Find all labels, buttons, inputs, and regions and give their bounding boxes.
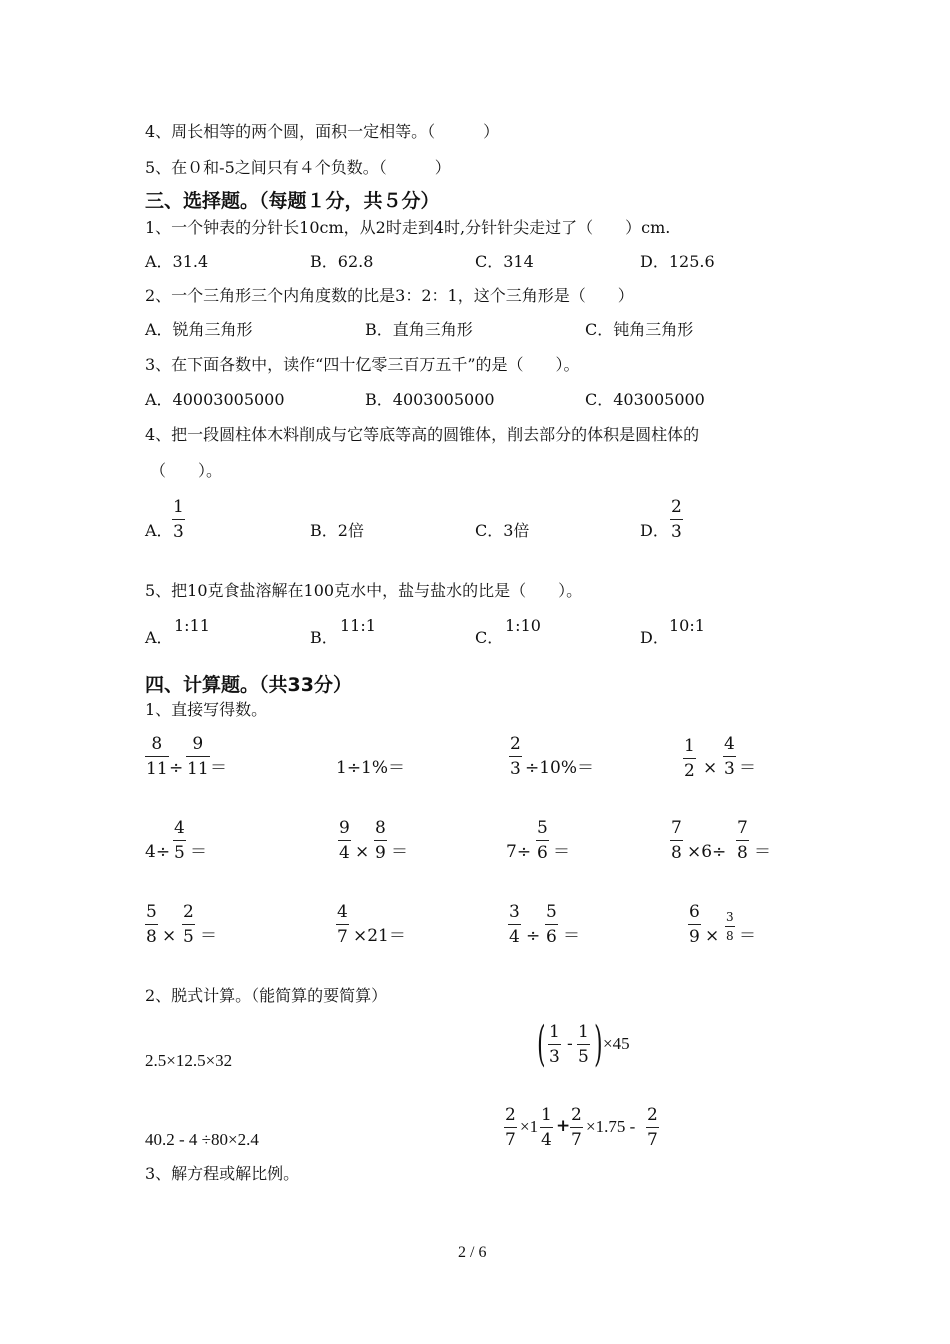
fraction-denominator: 7 (504, 1127, 517, 1150)
choice-q4-option-c: C．3倍 (475, 521, 530, 540)
operator: × (162, 926, 177, 946)
fraction (508, 902, 521, 947)
choice-q2-option-b: B．直角三角形 (365, 320, 473, 339)
fraction-numerator: 3 (509, 902, 520, 922)
fraction-numerator: 1 (173, 497, 184, 517)
fraction (683, 736, 696, 781)
fraction-denominator: 5 (577, 1044, 590, 1067)
operator: × (703, 758, 718, 778)
fraction-numerator: 2 (510, 734, 521, 754)
equals: ＝ (553, 842, 570, 862)
fraction (145, 734, 169, 779)
left-parenthesis: ( (537, 1016, 546, 1072)
choice-q4-option-b: B．2倍 (310, 521, 364, 540)
choice-q5-option-c-value: 1:10 (505, 616, 541, 635)
choice-q4-stem: 4、把一段圆柱体木料削成与它等底等高的圆锥体，削去部分的体积是圆柱体的 (145, 425, 700, 444)
fraction-numerator: 1 (684, 736, 695, 756)
choice-q5-stem: 5、把10克食盐溶解在100克水中，盐与盐水的比是（ ）。 (145, 581, 583, 600)
expression-tail: ×45 (603, 1034, 630, 1053)
fraction (182, 902, 195, 947)
sub-question-2: 2、脱式计算。（能简算的要简算） (145, 986, 388, 1005)
expression: 1÷1%＝ (336, 758, 406, 778)
choice-q1-option-d: D．125.6 (640, 252, 715, 271)
fraction (540, 1105, 553, 1150)
choice-q4-option-a-label: A． (145, 521, 173, 540)
fraction (509, 734, 522, 779)
fraction-numerator: 2 (505, 1105, 516, 1125)
equals: ＝ (563, 926, 580, 946)
choice-q1-stem: 1、一个钟表的分针长10cm，从2时走到4时,分针针尖走过了（ ）cm. (145, 218, 671, 237)
choice-q3-option-a: A．40003005000 (145, 390, 285, 409)
fraction (688, 902, 701, 947)
fraction-denominator: 3 (723, 756, 736, 779)
choice-q1-option-a: A．31.4 (145, 252, 209, 271)
fraction-denominator: 5 (182, 924, 195, 947)
fraction (186, 734, 210, 779)
fraction-numerator: 2 (647, 1105, 658, 1125)
section-4-title: 四、计算题。（共33分） (145, 674, 352, 696)
fraction-denominator: 7 (570, 1127, 583, 1150)
operator: ÷ (169, 758, 184, 778)
choice-q3-option-c: C．403005000 (585, 390, 705, 409)
choice-q5-option-d-value: 10:1 (669, 616, 705, 635)
choice-q1-option-b: B．62.8 (310, 252, 374, 271)
fraction-numerator: 2 (183, 902, 194, 922)
choice-q2-option-c: C．钝角三角形 (585, 320, 694, 339)
fraction (725, 910, 735, 943)
fraction-denominator: 3 (670, 519, 683, 542)
fraction-denominator: 2 (683, 758, 696, 781)
choice-q3-stem: 3、在下面各数中，读作“四十亿零三百万五千”的是（ ）。 (145, 355, 580, 374)
fraction-denominator: 3 (509, 756, 522, 779)
equals: ＝ (754, 842, 771, 862)
choice-q1-option-c: C．314 (475, 252, 534, 271)
fraction (504, 1105, 517, 1150)
fraction-denominator: 4 (540, 1127, 553, 1150)
minus-sign: - (567, 1034, 573, 1054)
expression-rest: ×21＝ (353, 926, 406, 946)
fraction (570, 1105, 583, 1150)
fraction-denominator: 8 (670, 840, 683, 863)
choice-q4-option-d-label: D． (640, 521, 669, 540)
fraction (173, 818, 186, 863)
fraction-denominator: 9 (374, 840, 387, 863)
fraction (548, 1022, 561, 1067)
equals: ＝ (391, 842, 408, 862)
choice-q4-blank: （ ）。 (150, 461, 223, 480)
judge-question-4: 4、周长相等的两个圆，面积一定相等。（ ） (145, 122, 500, 141)
fraction-denominator: 7 (646, 1127, 659, 1150)
fraction-denominator: 8 (725, 926, 735, 943)
fraction-denominator: 4 (338, 840, 351, 863)
equals: ＝ (200, 926, 217, 946)
operator: ÷ (526, 926, 541, 946)
operator: × (355, 842, 370, 862)
fraction-numerator: 3 (726, 910, 734, 924)
operator: ×1 (520, 1117, 539, 1136)
fraction (670, 818, 683, 863)
fraction-denominator: 9 (688, 924, 701, 947)
fraction (145, 902, 158, 947)
fraction-denominator: 8 (736, 840, 749, 863)
choice-q5-option-b-label: B． (310, 628, 338, 647)
fraction-numerator: 5 (537, 818, 548, 838)
choice-q5-option-a-label: A． (145, 628, 173, 647)
plus-sign: + (556, 1116, 571, 1136)
fraction-denominator: 5 (173, 840, 186, 863)
expression-3: 40.2 - 4 ÷80×2.4 (145, 1130, 259, 1149)
fraction (723, 734, 736, 779)
section-3-title: 三、选择题。（每题１分，共５分） (145, 190, 440, 212)
right-parenthesis: ) (594, 1016, 603, 1072)
fraction (646, 1105, 659, 1150)
expression-prefix: 4÷ (145, 842, 171, 862)
fraction-numerator: 7 (737, 818, 748, 838)
choice-q5-option-b-value: 11:1 (340, 616, 376, 635)
choice-q5-option-a-value: 1:11 (174, 616, 210, 635)
fraction-numerator: 9 (339, 818, 350, 838)
fraction-denominator: 3 (548, 1044, 561, 1067)
fraction (577, 1022, 590, 1067)
fraction (374, 818, 387, 863)
fraction-numerator: 6 (689, 902, 700, 922)
fraction-numerator: 1 (578, 1022, 589, 1042)
fraction-numerator: 2 (671, 497, 682, 517)
fraction-denominator: 7 (336, 924, 349, 947)
fraction-denominator: 6 (536, 840, 549, 863)
fraction-numerator: 9 (192, 734, 204, 754)
operator: × (705, 926, 720, 946)
fraction-denominator: 3 (172, 519, 185, 542)
equals: ＝ (190, 842, 207, 862)
choice-q4-option-a-fraction (172, 497, 185, 542)
choice-q4-option-d-fraction (670, 497, 683, 542)
choice-q5-option-c-label: C． (475, 628, 504, 647)
fraction-numerator: 8 (151, 734, 163, 754)
fraction-denominator: 8 (145, 924, 158, 947)
operator: ×1.75 - (586, 1117, 636, 1136)
equals: ＝ (210, 758, 227, 778)
fraction-numerator: 1 (541, 1105, 552, 1125)
fraction-numerator: 4 (337, 902, 348, 922)
equals: ＝ (739, 758, 756, 778)
fraction (338, 818, 351, 863)
equals: ＝ (739, 926, 756, 946)
choice-q3-option-b: B．4003005000 (365, 390, 495, 409)
operator: ×6÷ (687, 842, 727, 862)
fraction-numerator: 4 (174, 818, 185, 838)
fraction-numerator: 5 (146, 902, 157, 922)
fraction-denominator: 11 (186, 756, 210, 779)
judge-question-5: 5、在０和-5之间只有４个负数。（ ） (145, 158, 451, 177)
fraction-numerator: 5 (546, 902, 557, 922)
sub-question-1: 1、直接写得数。 (145, 700, 268, 719)
fraction-denominator: 11 (145, 756, 169, 779)
expression-rest: ÷10%＝ (525, 758, 595, 778)
fraction-numerator: 1 (549, 1022, 560, 1042)
fraction (536, 818, 549, 863)
expression-prefix: 7÷ (506, 842, 532, 862)
fraction-numerator: 2 (571, 1105, 582, 1125)
choice-q2-option-a: A．锐角三角形 (145, 320, 253, 339)
fraction-numerator: 4 (724, 734, 735, 754)
fraction (336, 902, 349, 947)
fraction (545, 902, 558, 947)
fraction-denominator: 6 (545, 924, 558, 947)
choice-q5-option-d-label: D． (640, 628, 669, 647)
page-number: 2 / 6 (458, 1244, 487, 1261)
fraction-denominator: 4 (508, 924, 521, 947)
fraction-numerator: 7 (671, 818, 682, 838)
sub-question-3: 3、解方程或解比例。 (145, 1164, 300, 1183)
expression-1: 2.5×12.5×32 (145, 1051, 233, 1070)
fraction (736, 818, 749, 863)
fraction-numerator: 8 (375, 818, 386, 838)
choice-q2-stem: 2、一个三角形三个内角度数的比是3：2：1，这个三角形是（ ） (145, 286, 634, 305)
